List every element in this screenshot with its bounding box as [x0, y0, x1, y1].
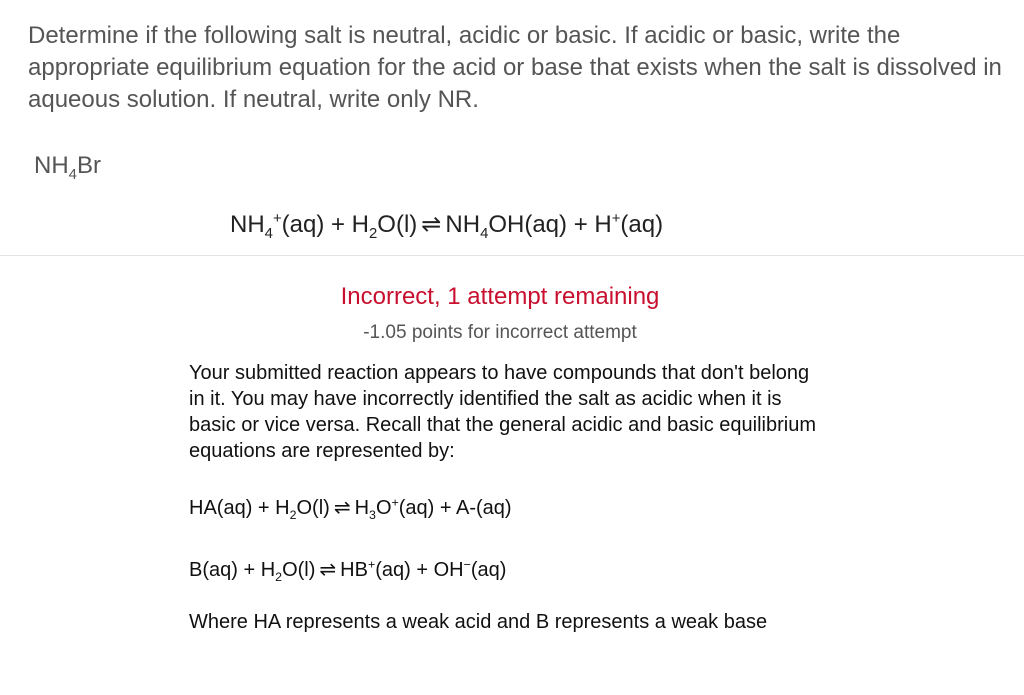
salt-subscript: 4 — [68, 166, 77, 183]
equation-superscript: + — [611, 211, 621, 227]
equation-part: O — [375, 497, 392, 519]
equation-part: O(l) — [282, 559, 316, 581]
equation-part: NH — [230, 211, 265, 238]
equation-superscript: + — [367, 557, 376, 572]
submitted-equation — [230, 210, 664, 242]
equation-superscript: + — [391, 495, 399, 510]
salt-formula-part: NH — [34, 152, 69, 179]
equation-part: O(l) — [296, 497, 330, 519]
feedback-penalty: -1.05 points for incorrect attempt — [363, 322, 637, 343]
salt-formula — [34, 152, 101, 183]
equation-part: HB — [340, 559, 368, 581]
salt-formula-part: Br — [76, 152, 101, 179]
equation-subscript: 2 — [275, 570, 283, 584]
equation-part: (aq) + H — [281, 211, 370, 238]
equilibrium-arrow-icon: ⇌ — [333, 497, 351, 519]
equation-subscript: 2 — [289, 508, 297, 522]
divider — [0, 255, 1024, 256]
question-text: Determine if the following salt is neutral, acidic or basic. If acidic or basic, write the appropriate equilibrium equation for the acid or base that exists when the salt is dissolved in aqueous solution. If neutral, write only NR. — [28, 22, 1002, 113]
equation-part: NH — [445, 211, 481, 238]
equation-part: (aq) — [470, 559, 507, 581]
equation-part: H — [354, 497, 370, 519]
feedback-definition: Where HA represents a weak acid and B represents a weak base — [189, 611, 768, 633]
equation-part: OH(aq) + H — [488, 211, 612, 238]
feedback-status: Incorrect, 1 attempt remaining — [340, 283, 660, 310]
equation-subscript: 2 — [369, 225, 378, 242]
equation-part: HA(aq) + H — [189, 497, 290, 519]
equilibrium-arrow-icon: ⇌ — [421, 211, 442, 238]
acid-equation — [189, 495, 512, 520]
equation-part: (aq) + A-(aq) — [398, 497, 512, 519]
equation-superscript: − — [463, 557, 471, 572]
equilibrium-arrow-icon: ⇌ — [319, 559, 337, 581]
equation-subscript: 3 — [369, 508, 376, 522]
equation-subscript: 4 — [480, 225, 489, 242]
equation-part: (aq) + OH — [375, 559, 464, 581]
equation-part: O(l) — [377, 211, 418, 238]
base-equation — [189, 557, 506, 582]
equation-part: (aq) — [620, 211, 664, 238]
equation-superscript: + — [272, 211, 282, 227]
equation-part: B(aq) + H — [189, 559, 276, 581]
feedback-message: Your submitted reaction appears to have compounds that don't belong in it. You may have incorrectly identified the salt as acidic when it is basic or vice versa. Recall that the general acidic and basic equilibrium equations are represented by: — [189, 362, 816, 462]
equation-subscript: 4 — [264, 225, 273, 242]
